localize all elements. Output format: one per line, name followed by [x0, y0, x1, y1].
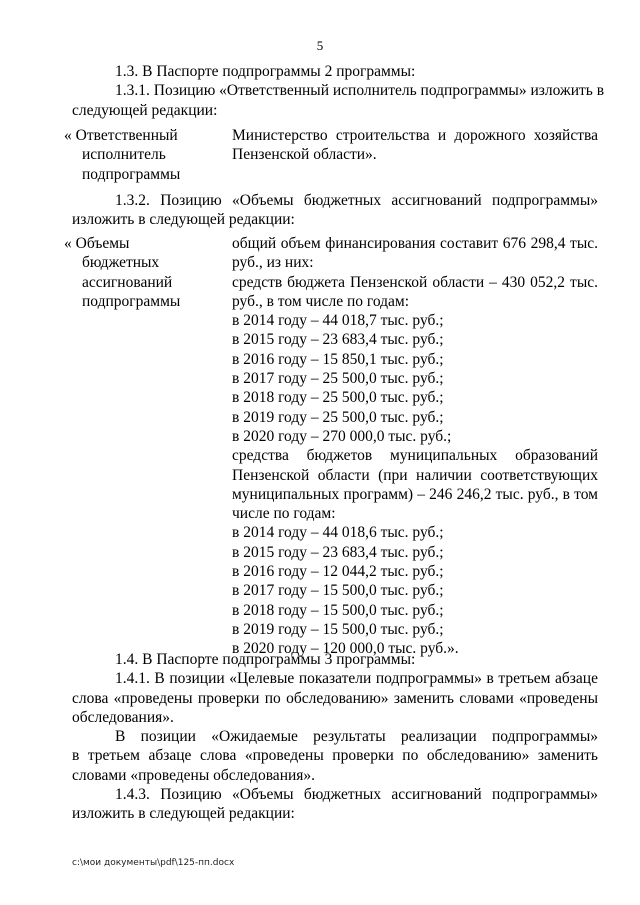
value-line: средства бюджетов муниципальных образований	[232, 447, 598, 465]
section-1-4	[72, 650, 598, 824]
value-line: в 2015 году – 23 683,4 тыс. руб.;	[232, 331, 444, 349]
value-line: Министерство строительства и дорожного хозяйства	[232, 127, 598, 144]
label-line: подпрограммы	[82, 292, 181, 310]
value-line: в 2017 году – 25 500,0 тыс. руб.;	[232, 370, 444, 388]
value-line: в 2019 году – 25 500,0 тыс. руб.;	[232, 408, 444, 426]
paragraph-line: обследования».	[72, 708, 174, 726]
paragraph-line: слова «проведены проверки по обследованию» заменить словами «проведены	[72, 689, 598, 707]
paragraph-line: словами «проведены обследования».	[72, 766, 316, 784]
value-line: в 2014 году – 44 018,6 тыс. руб.;	[232, 524, 444, 542]
value-line: муниципальных программ) – 246 246,2 тыс. руб., в том	[232, 485, 598, 503]
paragraph-line: изложить в следующей редакции:	[72, 805, 295, 823]
section-heading: 1.3. В Паспорте подпрограммы 2 программы:	[115, 63, 416, 80]
file-path-footer: c:\мои документы\pdf\125-пп.docx	[72, 858, 235, 868]
value-line: в 2020 году – 270 000,0 тыс. руб.;	[232, 427, 452, 445]
position-label	[64, 234, 224, 311]
value-line: Пензенской области».	[232, 146, 377, 164]
section-heading: 1.4. В Паспорте подпрограммы 3 программы:	[115, 651, 416, 668]
value-line: в 2016 году – 15 850,1 тыс. руб.;	[232, 350, 444, 368]
value-line: руб., из них:	[232, 254, 314, 272]
value-line: Пензенской области (при наличии соответствующих	[232, 466, 598, 484]
value-line: в 2018 году – 25 500,0 тыс. руб.;	[232, 389, 444, 407]
label-line: « Объемы	[64, 235, 130, 252]
paragraph-line: изложить в следующей редакции:	[72, 211, 295, 229]
paragraph-line: 1.3.2. Позицию «Объемы бюджетных ассигнований подпрограммы»	[115, 192, 598, 209]
value-line: в 2015 году – 23 683,4 тыс. руб.;	[232, 543, 444, 561]
value-line: в 2019 году – 15 500,0 тыс. руб.;	[232, 620, 444, 638]
label-line: бюджетных	[82, 254, 160, 272]
label-line: ассигнований	[82, 273, 173, 291]
value-line: числе по годам:	[232, 505, 336, 523]
value-line: в 2018 году – 15 500,0 тыс. руб.;	[232, 601, 444, 619]
label-line: исполнитель	[82, 146, 166, 164]
section-1-3-2	[72, 191, 598, 230]
value-line: в 2020 году – 120 000,0 тыс. руб.».	[232, 640, 459, 658]
value-line: руб., в том числе по годам:	[232, 292, 410, 310]
value-line: средств бюджета Пензенской области – 430 052,2 тыс.	[232, 273, 598, 291]
paragraph-line: в третьем абзаце слова «проведены проверки по обследованию» заменить	[72, 747, 598, 765]
value-line: общий объем финансирования составит 676 298,4 тыс.	[232, 235, 598, 252]
paragraph-line: следующей редакции:	[72, 101, 218, 119]
paragraph-line: 1.3.1. Позицию «Ответственный исполнитель подпрограммы» изложить в	[115, 82, 605, 100]
position-value	[232, 234, 598, 659]
value-line: в 2017 году – 15 500,0 тыс. руб.;	[232, 582, 444, 600]
position-value	[232, 126, 598, 165]
paragraph-line: 1.4.3. Позицию «Объемы бюджетных ассигнований подпрограммы»	[115, 786, 598, 804]
position-label	[64, 126, 224, 184]
paragraph-line: 1.4.1. В позиции «Целевые показатели подпрограммы» в третьем абзаце	[115, 670, 598, 688]
label-line: подпрограммы	[82, 165, 181, 183]
value-line: в 2014 году – 44 018,7 тыс. руб.;	[232, 312, 444, 330]
paragraph-line: В позиции «Ожидаемые результаты реализации подпрограммы»	[115, 728, 598, 746]
section-1-3-intro	[72, 62, 605, 120]
value-line: в 2016 году – 12 044,2 тыс. руб.;	[232, 563, 444, 581]
label-line: « Ответственный	[64, 127, 178, 144]
page-number: 5	[316, 38, 324, 53]
